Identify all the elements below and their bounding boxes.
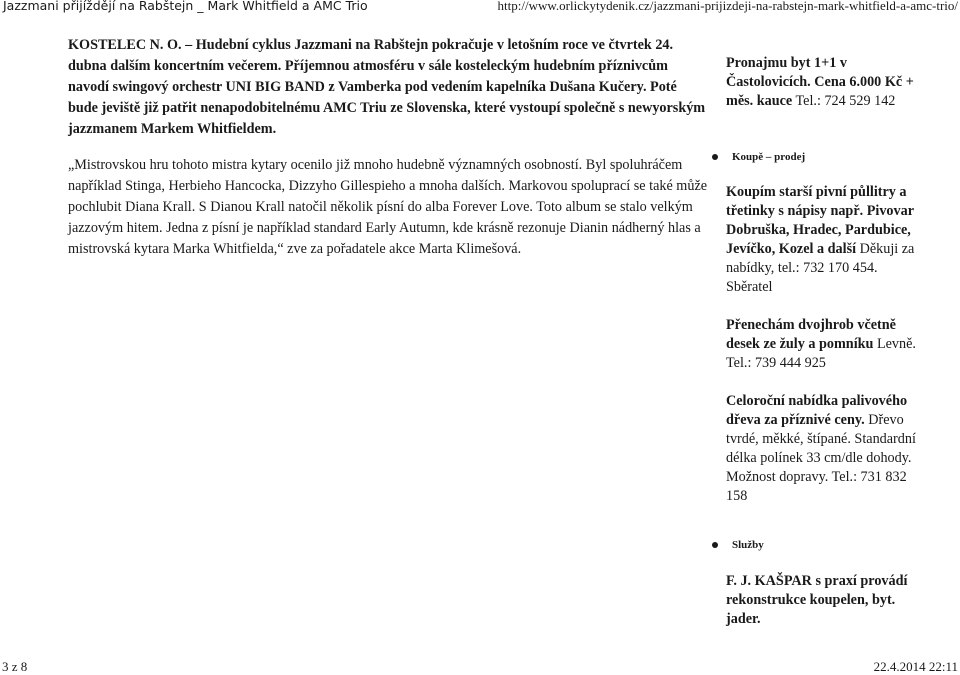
print-footer	[0, 658, 960, 674]
article-lead: KOSTELEC N. O. – Hudební cyklus Jazzmani na Rabštejn pokračuje v letošním roce ve čtvrtek 24. dubna dalším koncertním večerem. Příjemnou atmosféru v sále kosteleckým hudebním příznivcům navodí swingový orchestr UNI BIG BAND z Vamberka pod vedením kapelníka Dušana Kučery. Poté bude jeviště již patřit nenapodobitelnému AMC Triu ze Slovenska, které vystoupí společně s newyorským jazzmanem Markem Whitfieldem.	[68, 37, 706, 137]
ad-stone	[726, 316, 926, 373]
ad-wood	[726, 392, 926, 506]
ad-rent-headline: Pronajmu byt 1+1 v Častolovicích. Cena 6.000 Kč + měs. kauce	[726, 55, 914, 109]
bullet-icon	[712, 542, 718, 548]
ad-buy-contact: Děkuji za nabídky, tel.: 732 170 454. Sběratel	[726, 241, 915, 295]
ad-wood-headline: Celoroční nabídka palivového dřeva za příznivé ceny.	[726, 393, 908, 428]
ad-buy-headline: Koupím starší pivní půllitry a třetinky s nápisy např. Pivovar Dobruška, Hradec, Pardubice, Jevíčko, Kozel a další	[726, 184, 914, 257]
ad-stone-contact: Levně. Tel.: 739 444 925	[726, 336, 916, 371]
category-services[interactable]	[712, 536, 926, 555]
page-title: Jazzmani přijíždějí na Rabštejn _ Mark Whitfield a AMC Trio	[3, 0, 368, 13]
category-label: Služby	[732, 539, 764, 551]
category-buy-sell[interactable]	[712, 148, 926, 167]
article-body: „Mistrovskou hru tohoto mistra kytary ocenilo již mnoho hudebně významných osobností. Byl spoluhráčem například Stinga, Herbieho Hancocka, Dizzyho Gillespieho a mnoha dalších. Markovou spoluprací se také může pochlubit Diana Krall. S Dianou Krall natočil několik písní do alba Forever Love. Toto album se stalo velkým jazzovým hitem. Jedna z písní je například standard Early Autumn, kde krásně rezonuje Dianin nádherný hlas a mistrovská kytara Marka Whitfielda,“ zve za pořadatele akce Marta Klimešová.	[68, 157, 708, 257]
print-header	[0, 0, 960, 14]
ad-services-headline: F. J. KAŠPAR s praxí provádí rekonstrukce koupelen, byt. jader.	[726, 573, 908, 627]
ad-services	[726, 572, 926, 629]
classifieds-sidebar	[726, 54, 926, 629]
print-datetime: 22.4.2014 22:11	[873, 659, 958, 674]
ad-rent	[726, 54, 926, 111]
page-url[interactable]: http://www.orlickytydenik.cz/jazzmani-prijizdeji-na-rabstejn-mark-whitfield-a-amc-trio/	[497, 0, 958, 13]
bullet-icon	[712, 154, 718, 160]
ad-wood-contact: Dřevo tvrdé, měkké, štípané. Standardní délka polínek 33 cm/dle dohody. Možnost dopravy. Tel.: 731 832 158	[726, 412, 916, 504]
ad-rent-contact: Tel.: 724 529 142	[792, 93, 896, 109]
ad-buy	[726, 183, 926, 297]
page-count: 3 z 8	[2, 659, 28, 674]
category-label: Koupě – prodej	[732, 151, 806, 163]
ad-stone-headline: Přenechám dvojhrob včetně desek ze žuly a pomníku	[726, 317, 896, 352]
article	[68, 35, 708, 260]
